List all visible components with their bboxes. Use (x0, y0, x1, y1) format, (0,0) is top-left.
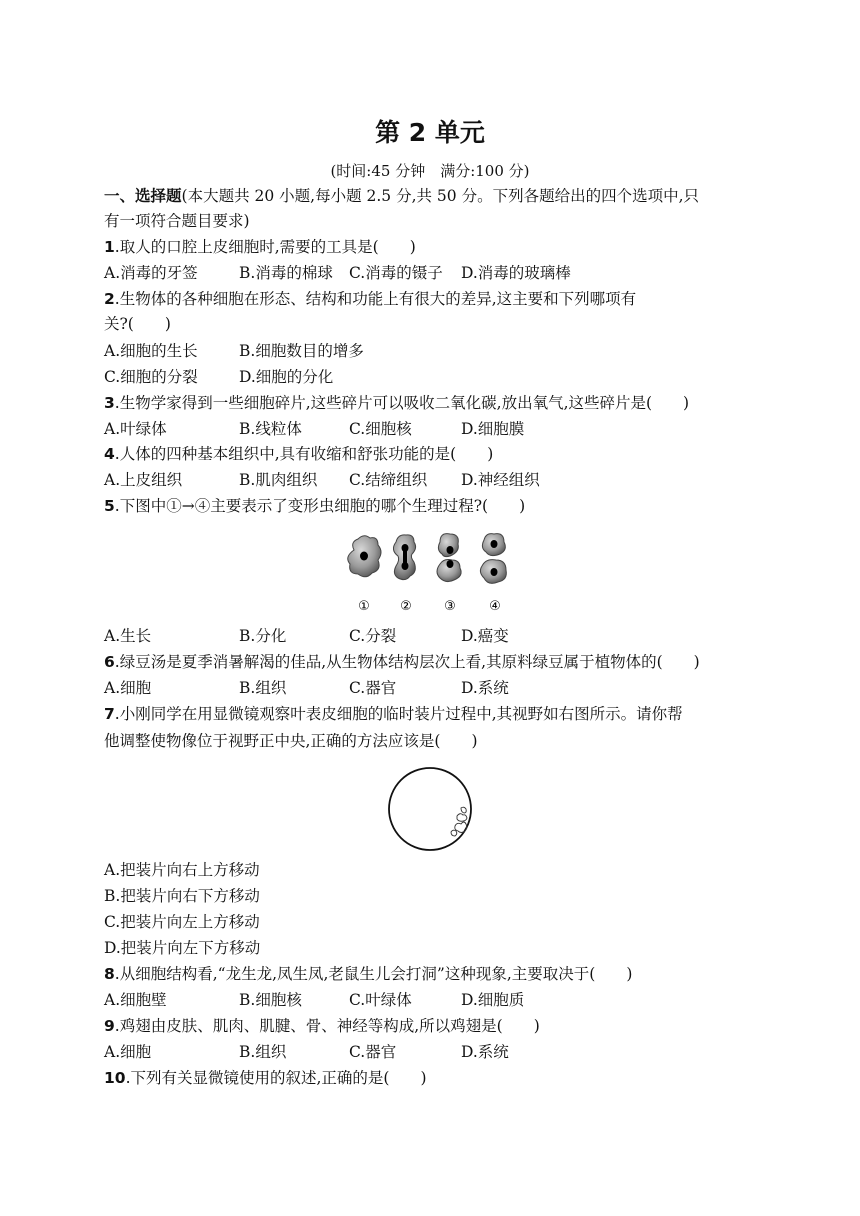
question-number: 10 (104, 1069, 126, 1087)
option-d: D.系统 (461, 679, 509, 697)
option-a: A.叶绿体 (104, 420, 167, 438)
question-number: 3 (104, 394, 115, 412)
question-number: 9 (104, 1017, 115, 1035)
microscope-field-of-view (385, 764, 475, 854)
option-a: A.细胞 (104, 1043, 152, 1061)
question-10-stem (104, 1067, 427, 1089)
question-1-stem (104, 236, 416, 258)
option-c: C.叶绿体 (349, 991, 412, 1009)
option-b: B.组织 (239, 679, 287, 697)
option-c: C.器官 (349, 679, 397, 697)
option-c: C.分裂 (349, 627, 397, 645)
question-number: 7 (104, 705, 115, 723)
option-b: B.组织 (239, 1043, 287, 1061)
question-text: .鸡翅由皮肤、肌肉、肌腱、骨、神经等构成,所以鸡翅是( ) (114, 1017, 540, 1035)
question-text: .小刚同学在用显微镜观察叶表皮细胞的临时装片过程中,其视野如右图所示。请你帮 (114, 705, 683, 723)
question-7-stem (104, 703, 683, 725)
option-c: C.细胞的分裂 (104, 368, 198, 386)
question-text: .人体的四种基本组织中,具有收缩和舒张功能的是( ) (114, 445, 494, 463)
question-number: 4 (104, 445, 115, 463)
question-7-option-a: A.把装片向右上方移动 (104, 861, 260, 879)
section-intro-line1: (本大题共 20 小题,每小题 2.5 分,共 50 分。下列各题给出的四个选项中,只 (181, 187, 700, 205)
option-b: B.细胞数目的增多 (239, 342, 364, 360)
question-7-option-d: D.把装片向左下方移动 (104, 939, 261, 957)
amoeba-cell-2 (393, 535, 415, 580)
question-text: .绿豆汤是夏季消暑解渴的佳品,从生物体结构层次上看,其原料绿豆属于植物体的( ) (114, 653, 700, 671)
question-number: 1 (104, 238, 115, 256)
option-d: D.癌变 (461, 627, 509, 645)
option-b: B.消毒的棉球 (239, 264, 333, 282)
amoeba-division-figure (340, 530, 520, 616)
option-d: D.神经组织 (461, 471, 540, 489)
option-b: B.分化 (239, 627, 287, 645)
question-text: .取人的口腔上皮细胞时,需要的工具是( ) (114, 238, 416, 256)
question-2-stem-cont: 关?( ) (104, 315, 171, 333)
section-intro-line2: 有一项符合题目要求) (104, 212, 250, 230)
option-c: C.器官 (349, 1043, 397, 1061)
question-6-stem (104, 651, 700, 673)
page-title: 第 2 单元 (375, 118, 485, 147)
question-text: .从细胞结构看,“龙生龙,凤生凤,老鼠生儿会打洞”这种现象,主要取决于( ) (114, 965, 633, 983)
question-text: .生物学家得到一些细胞碎片,这些碎片可以吸收二氧化碳,放出氧气,这些碎片是( ) (114, 394, 690, 412)
question-7-option-c: C.把装片向左上方移动 (104, 913, 260, 931)
option-c: C.消毒的镊子 (349, 264, 443, 282)
question-3-stem (104, 392, 689, 414)
option-a: A.细胞壁 (104, 991, 167, 1009)
option-b: B.细胞核 (239, 991, 302, 1009)
option-a: A.细胞的生长 (104, 342, 198, 360)
question-7-option-b: B.把装片向右下方移动 (104, 887, 260, 905)
option-d: D.细胞的分化 (239, 368, 334, 386)
question-text: .生物体的各种细胞在形态、结构和功能上有很大的差异,这主要和下列哪项有 (114, 290, 637, 308)
option-a: A.消毒的牙签 (104, 264, 198, 282)
question-2-stem (104, 288, 636, 310)
section-intro (104, 185, 699, 207)
question-4-stem (104, 443, 493, 465)
question-number: 2 (104, 290, 115, 308)
question-text: .下列有关显微镜使用的叙述,正确的是( ) (125, 1069, 427, 1087)
option-a: A.生长 (104, 627, 152, 645)
option-b: B.线粒体 (239, 420, 302, 438)
figure-label-4: ④ (489, 599, 501, 614)
question-number: 5 (104, 497, 115, 515)
amoeba-cell-1 (348, 536, 381, 577)
question-5-stem (104, 495, 525, 517)
question-number: 6 (104, 653, 115, 671)
option-c: C.结缔组织 (349, 471, 428, 489)
option-b: B.肌肉组织 (239, 471, 318, 489)
option-d: D.细胞质 (461, 991, 525, 1009)
section-heading: 一、选择题 (104, 187, 182, 205)
option-d: D.系统 (461, 1043, 509, 1061)
question-9-stem (104, 1015, 540, 1037)
question-7-stem-cont: 他调整使物像位于视野正中央,正确的方法应该是( ) (104, 732, 478, 750)
question-number: 8 (104, 965, 115, 983)
option-c: C.细胞核 (349, 420, 412, 438)
figure-label-1: ① (358, 599, 370, 614)
option-d: D.消毒的玻璃棒 (461, 264, 571, 282)
amoeba-cell-3 (437, 534, 461, 582)
figure-label-2: ② (400, 599, 412, 614)
question-text: .下图中①→④主要表示了变形虫细胞的哪个生理过程?( ) (114, 497, 526, 515)
figure-label-3: ③ (444, 599, 456, 614)
amoeba-cell-4 (480, 534, 506, 584)
option-a: A.上皮组织 (104, 471, 183, 489)
time-score-info: (时间:45 分钟 满分:100 分) (330, 162, 530, 180)
option-d: D.细胞膜 (461, 420, 525, 438)
question-8-stem (104, 963, 632, 985)
option-a: A.细胞 (104, 679, 152, 697)
